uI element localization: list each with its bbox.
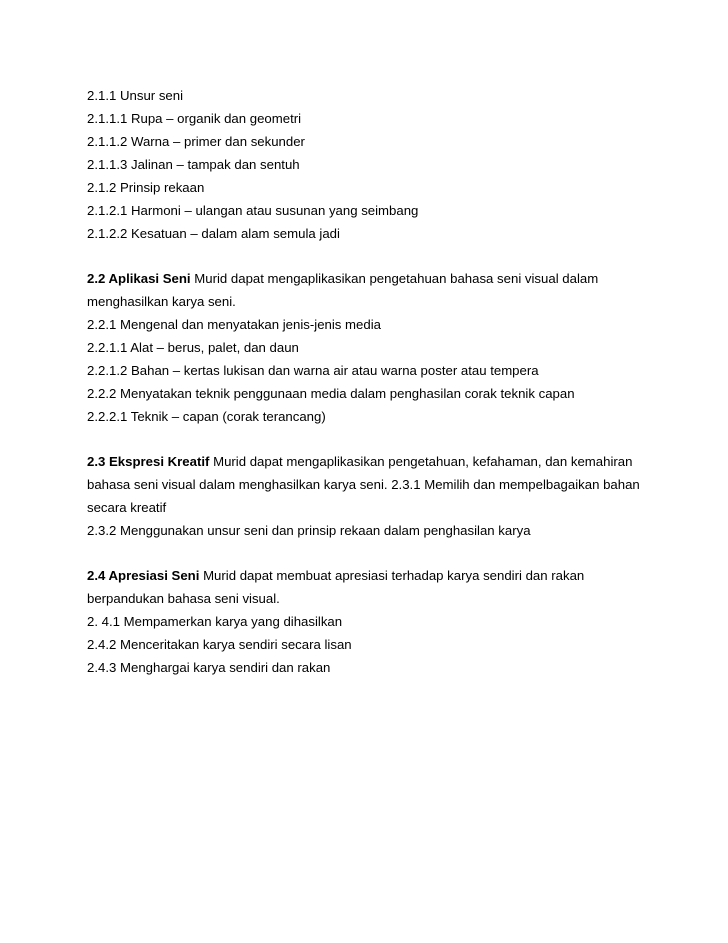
spacer: [87, 245, 647, 267]
section-2-4: [87, 564, 647, 679]
text-line: 2.1.1.3 Jalinan – tampak dan sentuh: [87, 157, 300, 172]
intro-text: Murid dapat membuat apresiasi terhadap karya sendiri dan rakan: [199, 568, 585, 583]
text-line: 2.1.1.1 Rupa – organik dan geometri: [87, 111, 302, 126]
text-line: 2.1.1 Unsur seni: [87, 88, 184, 103]
text-line: 2.4.2 Menceritakan karya sendiri secara lisan: [87, 637, 352, 652]
text-line: 2.2.2 Menyatakan teknik penggunaan media dalam penghasilan corak teknik capan: [87, 386, 575, 401]
text-line: bahasa seni visual dalam menghasilkan karya seni. 2.3.1 Memilih dan mempelbagaikan bahan: [87, 477, 640, 492]
text-line: 2.2.1.1 Alat – berus, palet, dan daun: [87, 340, 299, 355]
text-line: berpandukan bahasa seni visual.: [87, 591, 280, 606]
section-2-2: [87, 267, 647, 428]
section-heading: 2.2 Aplikasi Seni: [87, 271, 191, 286]
text-line: 2.3.2 Menggunakan unsur seni dan prinsip rekaan dalam penghasilan karya: [87, 523, 531, 538]
section-2-1: [87, 84, 647, 245]
text-line: 2.1.1.2 Warna – primer dan sekunder: [87, 134, 305, 149]
text-line: 2.2.2.1 Teknik – capan (corak terancang): [87, 409, 326, 424]
text-line: 2.4.3 Menghargai karya sendiri dan rakan: [87, 660, 331, 675]
intro-text: Murid dapat mengaplikasikan pengetahuan, kefahaman, dan kemahiran: [209, 454, 633, 469]
section-heading: 2.4 Apresiasi Seni: [87, 568, 200, 583]
text-line: 2.1.2.2 Kesatuan – dalam alam semula jadi: [87, 226, 340, 241]
document-page: [87, 84, 647, 679]
spacer: [87, 542, 647, 564]
text-line: 2. 4.1 Mempamerkan karya yang dihasilkan: [87, 614, 343, 629]
text-line: 2.1.2 Prinsip rekaan: [87, 180, 205, 195]
text-line: 2.2.1.2 Bahan – kertas lukisan dan warna air atau warna poster atau tempera: [87, 363, 539, 378]
spacer: [87, 428, 647, 450]
section-intro: [87, 564, 647, 587]
text-line: 2.1.2.1 Harmoni – ulangan atau susunan yang seimbang: [87, 203, 419, 218]
section-2-3: [87, 450, 647, 542]
section-heading: 2.3 Ekspresi Kreatif: [87, 454, 210, 469]
intro-text: Murid dapat mengaplikasikan pengetahuan bahasa seni visual dalam: [190, 271, 599, 286]
text-line: menghasilkan karya seni.: [87, 294, 236, 309]
text-line: 2.2.1 Mengenal dan menyatakan jenis-jenis media: [87, 317, 381, 332]
section-intro: [87, 267, 647, 290]
section-intro: [87, 450, 647, 473]
text-line: secara kreatif: [87, 500, 167, 515]
